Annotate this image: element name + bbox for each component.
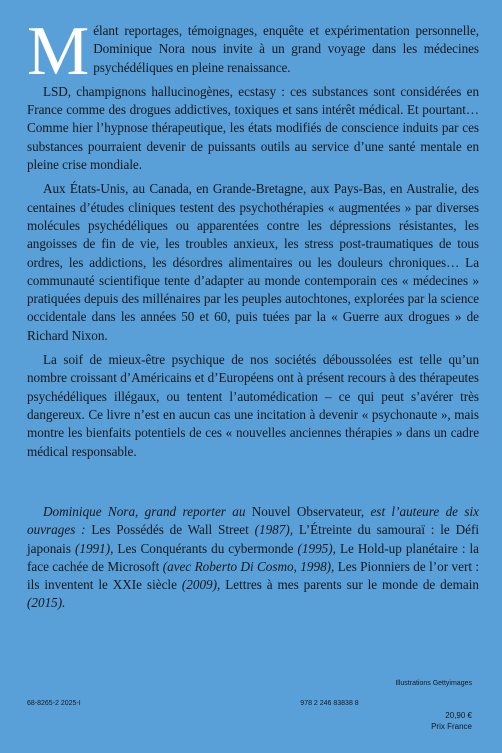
author-bio	[27, 503, 479, 613]
bio-book-3: Les Conquérants du cybermonde	[117, 540, 294, 556]
bio-book-6: Lettres à mes parents sur le monde de demain	[225, 577, 479, 593]
drop-cap: M	[27, 13, 90, 90]
internal-code: 68-8265-2 2025-I	[27, 700, 81, 707]
paragraph-1-text: élant reportages, témoignages, enquête et expérimentation personnelle, Dominique Nora nous invite à un grand voyage dans les médecines psychédéliques en pleine renaissance.	[93, 23, 479, 75]
blurb	[27, 13, 479, 467]
bio-book-4: Le Hold-up planétaire : la face cachée de Microsoft	[27, 540, 479, 574]
price-label: Prix France	[431, 722, 472, 731]
bio-book-2: L’Étreinte du samouraï : le Défi japonais	[27, 522, 480, 556]
bio-year-3: (1995),	[297, 540, 336, 556]
bio-year-2: (1991),	[74, 540, 114, 556]
isbn: 978 2 246 83838 8	[300, 700, 359, 707]
paragraph-2: LSD, champignons hallucinogènes, ecstasy : ces substances sont considérées en France comme des drogues addictives, toxiques et sans intérêt médical. Et pourtant… Comme hier l’hypnose thérapeutique, les états modifiés de conscience induits par ces substances pourraient devenir de puissants outils au service d’une santé mentale en pleine crise mondiale.	[27, 83, 479, 173]
bio-magazine: Nouvel Observateur,	[251, 504, 365, 519]
paragraph-1	[27, 13, 479, 90]
price-value: 20,90 €	[445, 711, 472, 720]
price-block	[431, 710, 472, 732]
bio-coauthor: (avec Roberto Di Cosmo, 1998),	[162, 558, 335, 574]
bio-year-5: (2009),	[181, 577, 221, 593]
bio-year-6: (2015).	[27, 595, 66, 611]
bio-book-1: Les Possédés de Wall Street	[91, 522, 249, 538]
illustration-credit: Illustrations Gettyimages	[395, 680, 472, 687]
bio-intro: Dominique Nora, grand reporter au	[43, 504, 246, 519]
paragraph-4: La soif de mieux-être psychique de nos sociétés déboussolées est telle qu’un nombre croissant d’Américains et d’Européens ont à présent recours à des thérapeutes psychédéliques illégaux, ou tentent l’automédication – ce qui peut s’avérer très dangereux. Ce livre n’est en aucun cas une incitation à devenir « psychonaute », mais montre les bienfaits potentiels de ces « nouvelles anciennes thérapies » dans un cadre médical responsable.	[27, 352, 479, 459]
bio-book-5: Les Pionniers de l’or vert : ils inventent le XXIe siècle	[27, 558, 480, 593]
bio-year-1: (1987),	[254, 522, 294, 538]
codes-row	[27, 700, 472, 707]
paragraph-3: Aux États-Unis, au Canada, en Grande-Bretagne, aux Pays-Bas, en Australie, des centaines d’études cliniques testent des psychothérapies « augmentées » par diverses molécules psychédéliques ou apparentées contre les dépressions résistantes, les angoisses de fin de vie, les troubles anxieux, les stress post-traumatiques de tous ordres, les addictions, les désordres alimentaires ou les douleurs chroniques… La communauté scientifique tente d’adapter au monde contemporain ces « médecines » pratiquées depuis des millénaires par les peuples autochtones, explorées par la science occidentale dans les années 50 et 60, puis tuées par la « Guerre aux drogues » de Richard Nixon.	[27, 181, 479, 343]
bio-est: est l’auteure de six ouvrages :	[27, 504, 479, 538]
